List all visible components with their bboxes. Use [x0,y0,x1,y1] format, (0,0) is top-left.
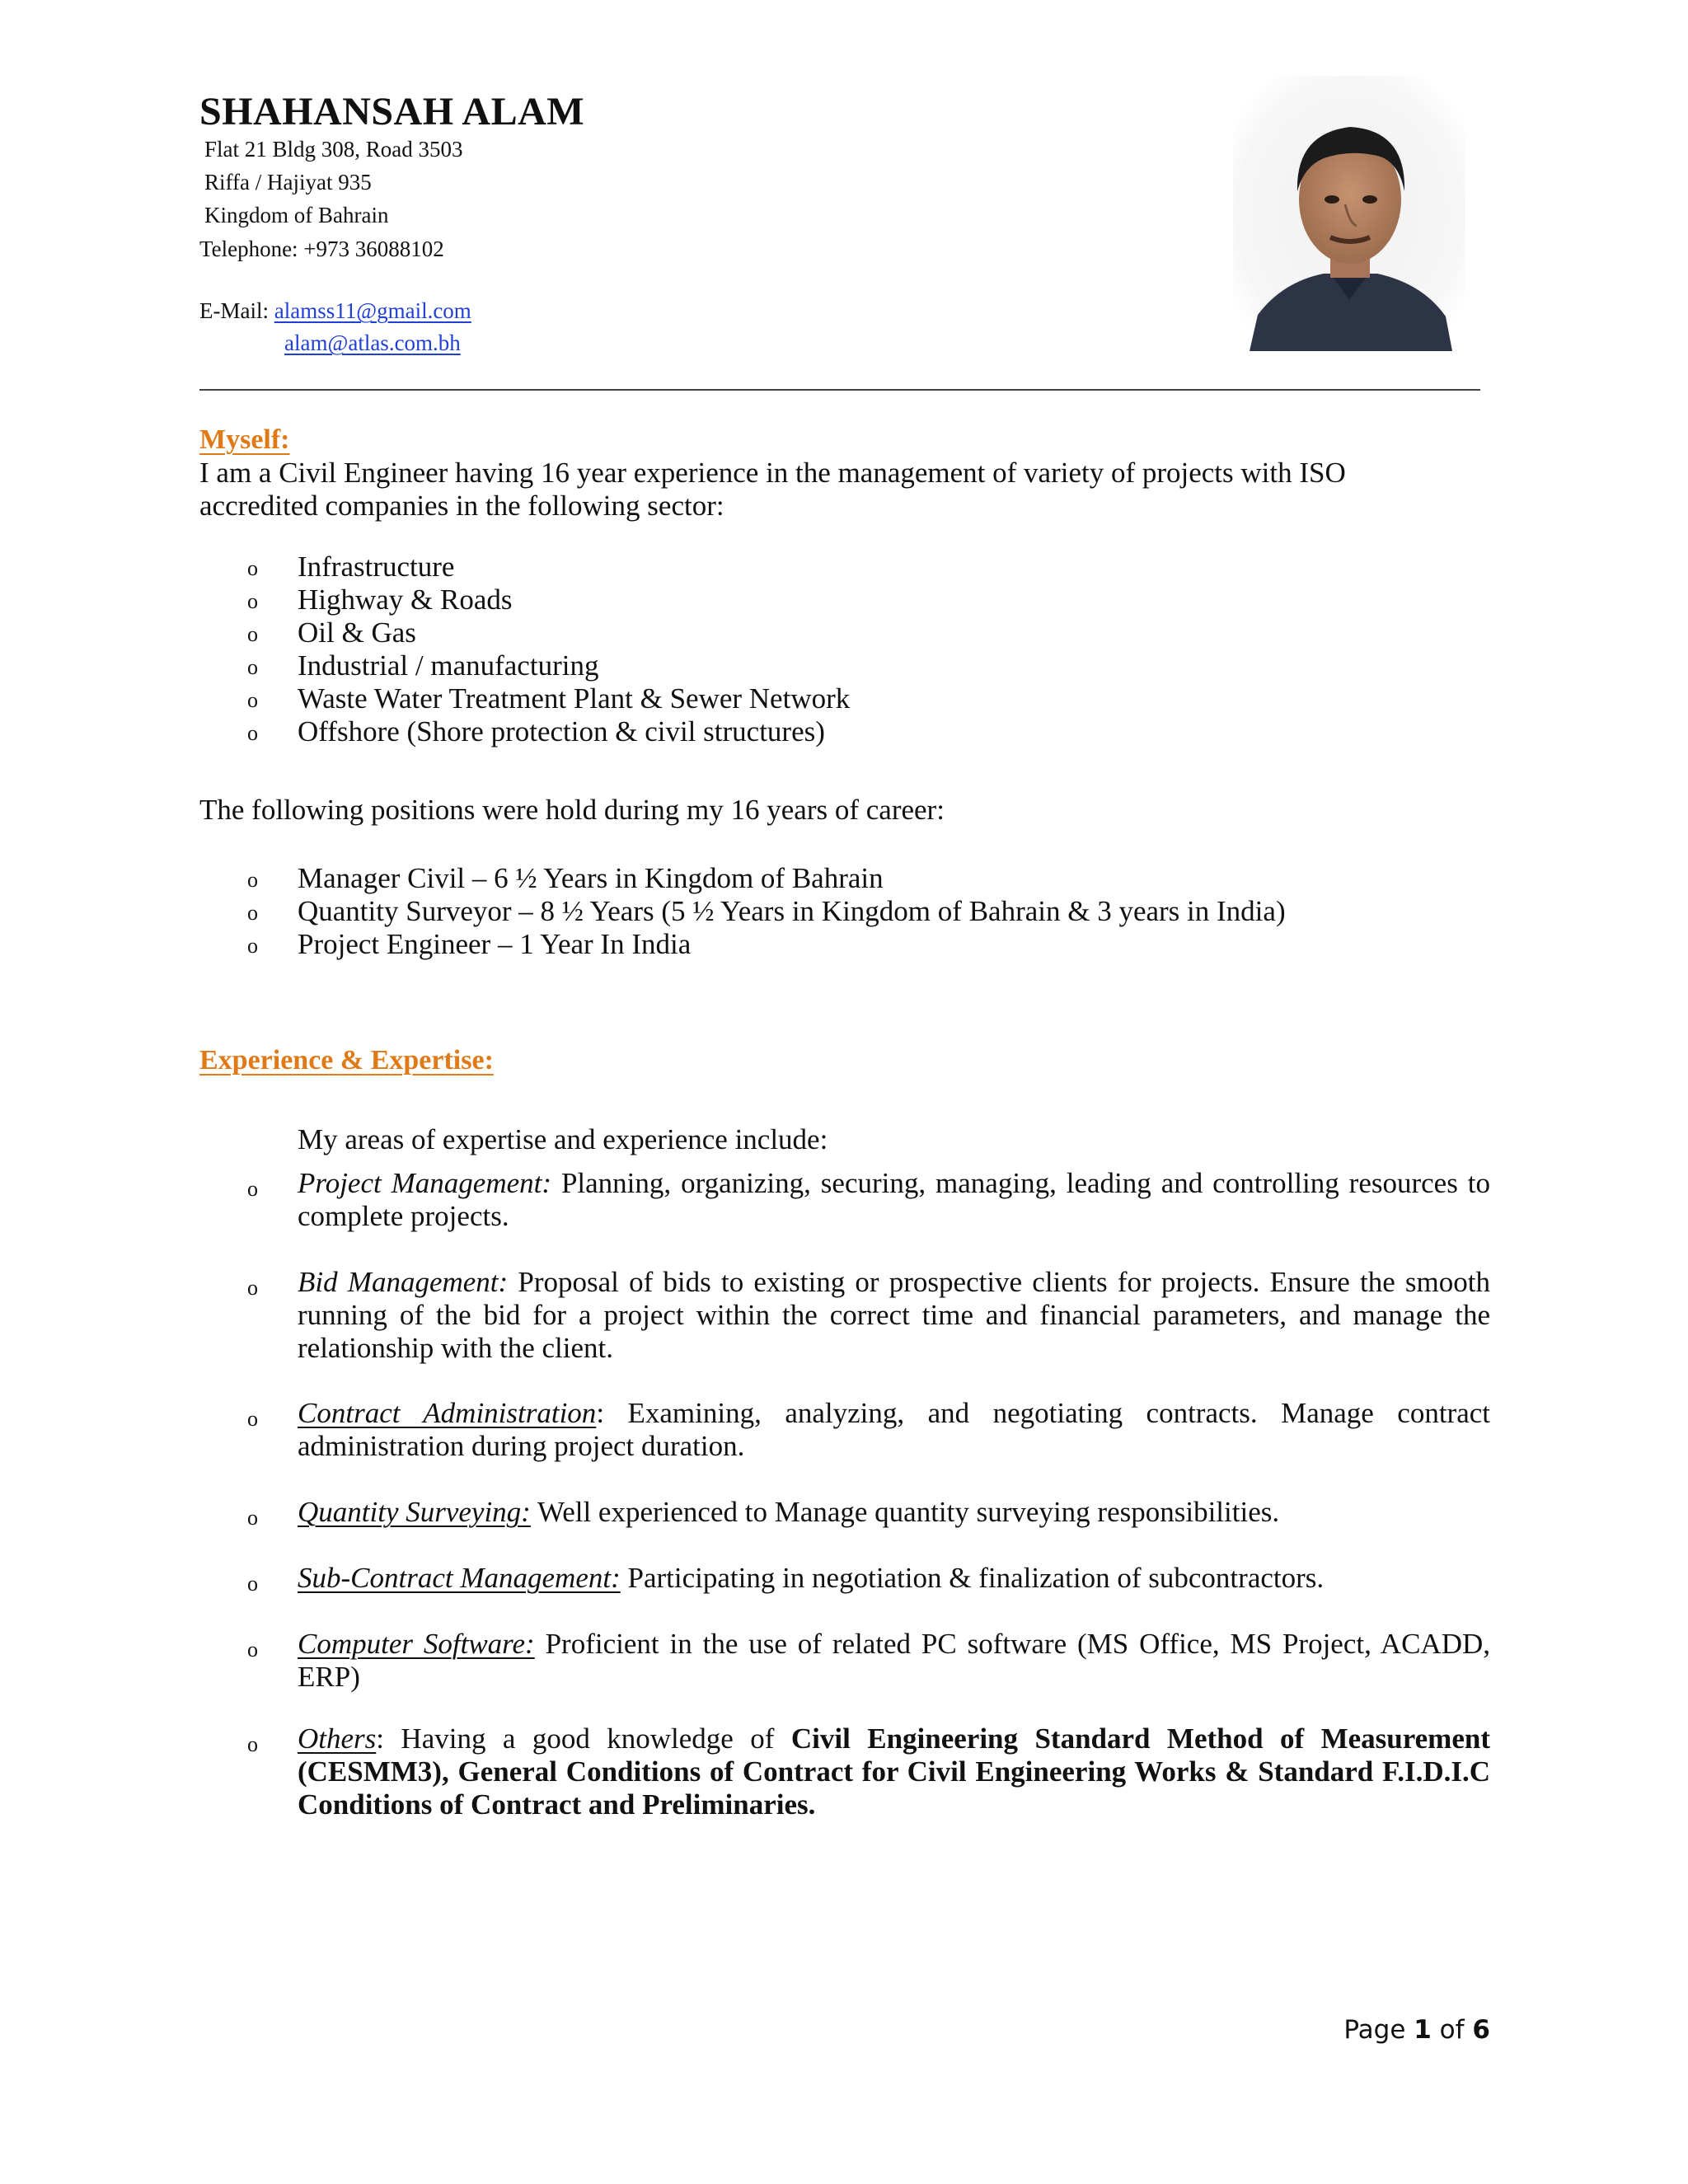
list-item: Manager Civil – 6 ½ Years in Kingdom of Bahrain [298,862,884,894]
expertise-bold-text: Civil Engineering Standard Method of Measurement (CESMM3), General Conditions of Contract for Civil Engineering Works & Standard F.I.D.I.C Conditions of Contract and Preliminaries. [298,1722,1490,1821]
expertise-item [298,1266,1490,1365]
telephone: Telephone: +973 36088102 [199,237,444,261]
bullet-icon: o [247,622,258,646]
intro-line-1: I am a Civil Engineer having 16 year experience in the management of variety of projects with ISO [199,457,1346,489]
address-line-2: Riffa / Hajiyat 935 [204,170,372,194]
intro-line-2: accredited companies in the following sector: [199,490,724,522]
list-item: Industrial / manufacturing [298,649,599,682]
expertise-item [298,1397,1490,1463]
email-link-2[interactable]: alam@atlas.com.bh [284,330,461,355]
bullet-icon: o [247,556,258,580]
myself-heading: Myself: [199,424,290,455]
experience-heading: Experience & Expertise: [199,1045,494,1076]
experience-intro: My areas of expertise and experience include: [298,1123,828,1155]
page-number [1343,2013,1490,2046]
candidate-name: SHAHANSAH ALAM [199,90,585,134]
expertise-item [298,1496,1490,1529]
bullet-icon: o [247,1407,258,1431]
bullet-icon: o [247,589,258,613]
email-label: E-Mail: [199,298,274,323]
email-row-2 [284,326,461,359]
bullet-icon: o [247,1638,258,1661]
bullet-icon: o [247,901,258,925]
bullet-icon: o [247,1572,258,1596]
list-item: Quantity Surveyor – 8 ½ Years (5 ½ Years in Kingdom of Bahrain & 3 years in India) [298,895,1286,927]
expertise-text: Proficient in the use of related PC software (MS Office, MS Project, ACADD, ERP) [298,1628,1491,1693]
expertise-item [298,1167,1490,1233]
expertise-text: Participating in negotiation & finalization of subcontractors. [620,1562,1325,1594]
page-prefix: Page [1343,2015,1414,2045]
bullet-icon: o [247,1177,258,1201]
email-link-1[interactable]: alamss11@gmail.com [274,298,471,323]
positions-intro: The following positions were hold during my 16 years of career: [199,794,945,826]
expertise-text: Proposal of bids to existing or prospective clients for projects. Ensure the smooth running of the bid for a project within the correct time and financial parameters, and manage the relationship with the client. [298,1266,1490,1364]
list-item: Offshore (Shore protection & civil structures) [298,715,825,748]
expertise-term: Sub-Contract Management: [298,1562,621,1594]
expertise-item [298,1722,1490,1821]
address-line-1: Flat 21 Bldg 308, Road 3503 [204,137,463,162]
expertise-item [298,1562,1490,1595]
expertise-term: Computer Software: [298,1628,535,1660]
expertise-term: Others [298,1722,377,1755]
expertise-item [298,1628,1490,1694]
expertise-term: Project Management: [298,1167,552,1199]
bullet-icon: o [247,1506,258,1530]
expertise-text: : Having a good knowledge of [376,1722,791,1755]
bullet-icon: o [247,934,258,958]
bullet-icon: o [247,1276,258,1300]
expertise-text: : Examining, analyzing, and negotiating contracts. Manage contract administration during project duration. [298,1397,1490,1462]
expertise-term: Bid Management: [298,1266,509,1298]
expertise-text: Well experienced to Manage quantity surveying responsibilities. [530,1496,1280,1528]
list-item: Project Engineer – 1 Year In India [298,928,692,960]
expertise-term: Contract Administration [298,1397,597,1429]
profile-photo [1233,76,1465,351]
list-item: Oil & Gas [298,616,416,649]
bullet-icon: o [247,1732,258,1756]
list-item: Highway & Roads [298,583,513,616]
list-item: Waste Water Treatment Plant & Sewer Network [298,682,851,715]
header-divider [199,389,1480,391]
address-line-3: Kingdom of Bahrain [204,203,389,227]
bullet-icon: o [247,721,258,745]
bullet-icon: o [247,655,258,679]
total-pages: 6 [1472,2015,1490,2045]
expertise-text: Planning, organizing, securing, managing, leading and controlling resources to complete projects. [298,1167,1490,1232]
current-page: 1 [1414,2015,1432,2045]
bullet-icon: o [247,868,258,892]
list-item: Infrastructure [298,551,455,583]
bullet-icon: o [247,688,258,712]
expertise-term: Quantity Surveying: [298,1496,531,1528]
email-row [199,294,471,327]
page-of: of [1431,2015,1473,2045]
